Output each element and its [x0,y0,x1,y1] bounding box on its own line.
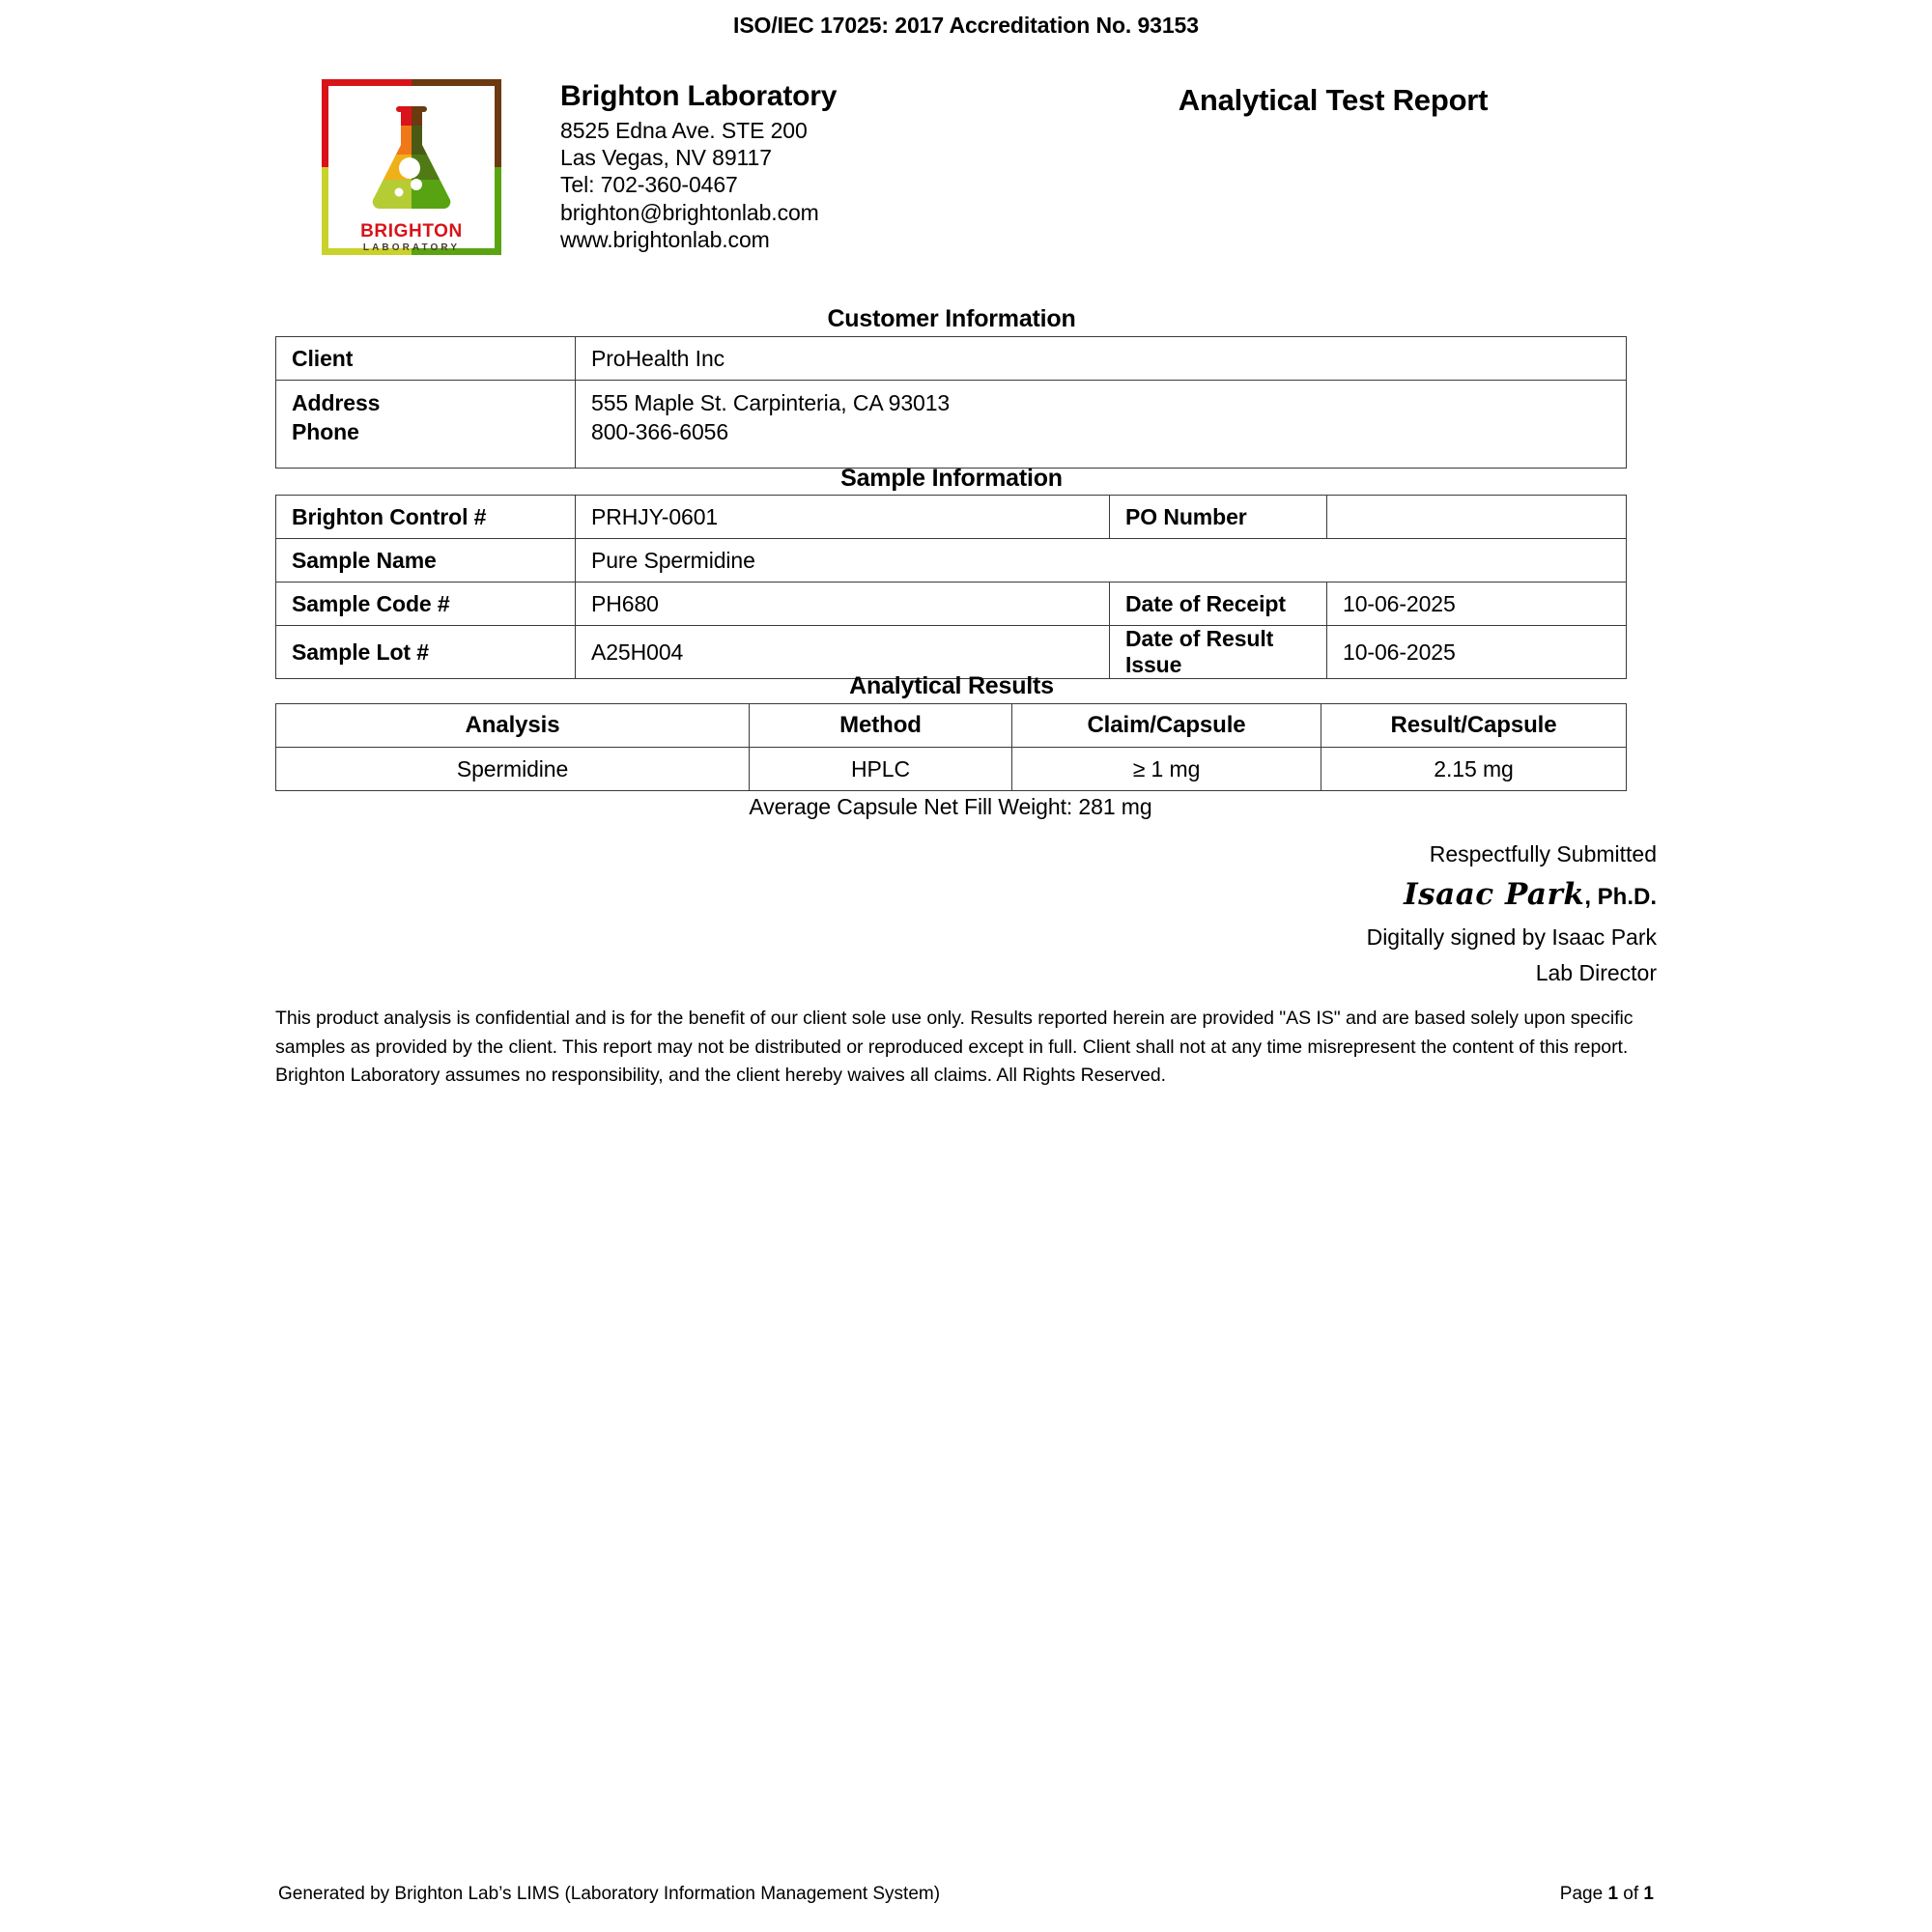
signature-block [980,840,1657,988]
lab-website: www.brightonlab.com [560,226,770,252]
column-header-analysis: Analysis [276,704,750,748]
date-of-result-issue-label: Date of Result Issue [1110,626,1327,679]
column-header-method: Method [750,704,1012,748]
phone-value: 800-366-6056 [591,419,729,445]
po-number-label: PO Number [1110,496,1327,539]
phone-label: Phone [292,419,359,445]
sample-name-value: Pure Spermidine [576,539,1627,582]
date-of-receipt-value: 10-06-2025 [1327,582,1627,626]
po-number-value [1327,496,1627,539]
analytical-results-heading: Analytical Results [849,672,1054,699]
table-row [276,381,1627,469]
report-title: Analytical Test Report [1178,83,1489,117]
sample-code-label: Sample Code # [276,582,576,626]
logo-wordmark [322,222,501,253]
lab-telephone: Tel: 702-360-0467 [560,172,738,198]
signer-role: Lab Director [1535,959,1657,985]
result-value: 2.15 mg [1321,748,1627,791]
result-method: HPLC [750,748,1012,791]
logo-sub-text: LABORATORY [362,242,461,253]
date-of-receipt-label: Date of Receipt [1110,582,1327,626]
table-row [276,337,1627,381]
table-row [276,626,1627,679]
table-row [276,496,1627,539]
table-row [276,748,1627,791]
client-label: Client [276,337,576,381]
column-header-claim: Claim/Capsule [1012,704,1321,748]
table-row [276,582,1627,626]
address-label: Address [292,390,381,415]
sample-information-table [275,495,1627,679]
logo-brand-text: BRIGHTON [360,221,463,242]
flask-icon [351,104,472,211]
sample-information-heading: Sample Information [840,465,1063,492]
address-phone-label [276,381,576,469]
column-header-result: Result/Capsule [1321,704,1627,748]
address-phone-value [576,381,1627,469]
client-value: ProHealth Inc [576,337,1627,381]
customer-information-heading: Customer Information [827,305,1076,332]
respectfully-submitted-label: Respectfully Submitted [1429,841,1657,867]
table-row [276,539,1627,582]
lab-name: Brighton Laboratory [560,80,838,112]
brighton-logo [322,79,501,255]
lab-email: brighton@brightonlab.com [560,199,819,225]
accreditation-line: ISO/IEC 17025: 2017 Accreditation No. 93153 [733,13,1199,38]
average-capsule-fill-weight: Average Capsule Net Fill Weight: 281 mg [749,794,1152,819]
footer-generated-by: Generated by Brighton Lab’s LIMS (Laboratory Information Management System) [278,1884,941,1904]
result-analysis: Spermidine [276,748,750,791]
result-claim: ≥ 1 mg [1012,748,1321,791]
sample-name-label: Sample Name [276,539,576,582]
sample-lot-label: Sample Lot # [276,626,576,679]
brighton-control-value: PRHJY-0601 [576,496,1110,539]
page-prefix: Page [1559,1884,1608,1904]
sample-lot-value: A25H004 [576,626,1110,679]
sample-code-value: PH680 [576,582,1110,626]
analytical-results-table [275,703,1627,791]
lab-address-line-2: Las Vegas, NV 89117 [560,145,772,171]
disclaimer-text: This product analysis is confidential and is for the benefit of our client sole use only. Results reported herein are provided "AS IS" and are based solely upon specific samples as provided by the client. This report may not be distributed or reproduced except in full. Client shall not at any time misrepresent the content of this report. Brighton Laboratory assumes no responsibility, and the client hereby waives all claims. All Rights Reserved. [275,1008,1634,1087]
digitally-signed-note: Digitally signed by Isaac Park [1366,923,1657,950]
signature-script: Isaac Park [1404,876,1585,912]
page-current: 1 [1607,1884,1619,1904]
page-total: 1 [1643,1884,1654,1904]
address-value: 555 Maple St. Carpinteria, CA 93013 [591,390,951,415]
brighton-control-label: Brighton Control # [276,496,576,539]
signature-name-row [980,873,1657,917]
footer-page-number [1560,1884,1654,1905]
report-header [275,79,1657,301]
table-header-row [276,704,1627,748]
lab-address-line-1: 8525 Edna Ave. STE 200 [560,118,808,144]
signature-credential: , Ph.D. [1584,883,1657,910]
page-mid: of [1618,1884,1644,1904]
customer-information-table [275,336,1627,469]
date-of-result-issue-value: 10-06-2025 [1327,626,1627,679]
lab-contact-block [560,79,976,253]
